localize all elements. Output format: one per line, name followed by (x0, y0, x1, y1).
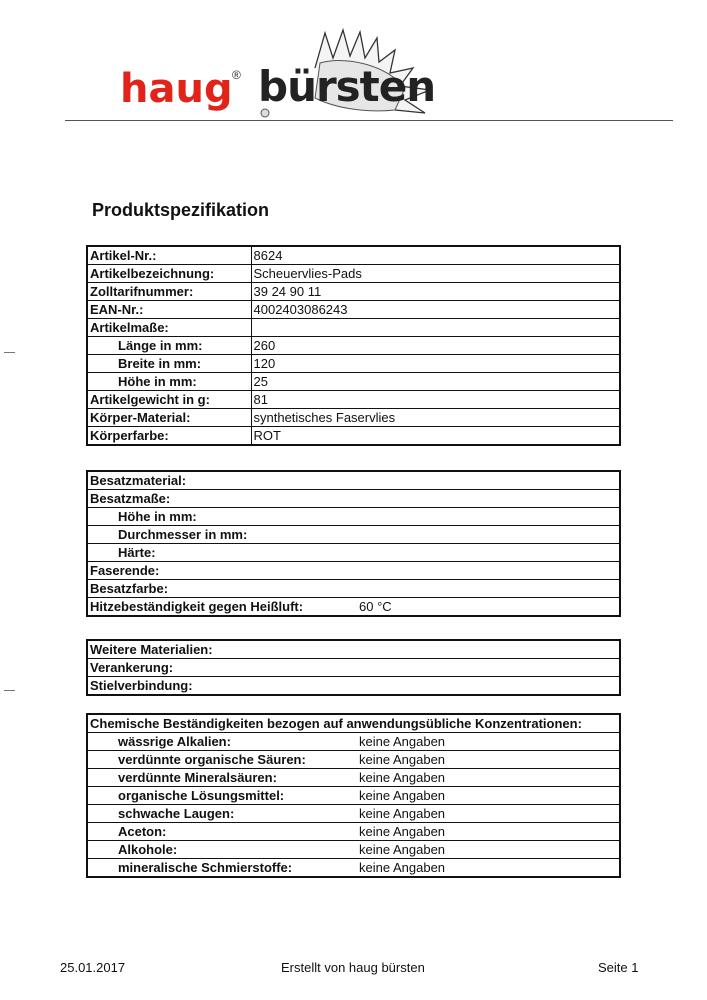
row-label: EAN-Nr.: (87, 301, 251, 319)
registered-mark: ® (232, 68, 241, 82)
row-value: 4002403086243 (251, 301, 620, 319)
header-divider (65, 120, 673, 121)
table-row (87, 823, 620, 841)
row-label: verdünnte organische Säuren: (87, 751, 357, 769)
table-row (87, 471, 620, 490)
row-value (357, 544, 620, 562)
row-label: verdünnte Mineralsäuren: (87, 769, 357, 787)
spec-table-materials (86, 639, 621, 696)
row-label: Breite in mm: (87, 355, 251, 373)
table-row (87, 580, 620, 598)
table-row (87, 659, 620, 677)
row-label: Artikelgewicht in g: (87, 391, 251, 409)
row-value: 60 °C (359, 599, 392, 614)
spec-table-trim (86, 470, 621, 617)
row-value: 39 24 90 11 (251, 283, 620, 301)
row-label: Höhe in mm: (87, 508, 357, 526)
table-row (87, 373, 620, 391)
table-row (87, 677, 620, 696)
row-label: Hitzebeständigkeit gegen Heißluft: (90, 599, 304, 614)
row-label: Verankerung: (87, 659, 620, 677)
row-label: Höhe in mm: (87, 373, 251, 391)
row-value: 260 (251, 337, 620, 355)
table-row (87, 391, 620, 409)
row-label: Artikel-Nr.: (87, 246, 251, 265)
table-row (87, 841, 620, 859)
footer-date: 25.01.2017 (60, 960, 126, 975)
punch-mark (4, 690, 15, 691)
table-row (87, 265, 620, 283)
table-row (87, 319, 620, 337)
table-row (87, 283, 620, 301)
row-label: Länge in mm: (87, 337, 251, 355)
row-label: Stielverbindung: (90, 678, 193, 693)
row-value: keine Angaben (359, 860, 446, 875)
table-row (87, 427, 620, 446)
logo-haug: haug (120, 66, 233, 112)
row-label: Zolltarifnummer: (87, 283, 251, 301)
row-value (251, 319, 620, 337)
table-row (87, 733, 620, 751)
table-row (87, 859, 620, 878)
punch-mark (4, 352, 15, 353)
row-label: Besatzfarbe: (87, 580, 357, 598)
row-label: Artikelmaße: (87, 319, 251, 337)
table-row (87, 562, 620, 580)
row-value: keine Angaben (357, 787, 620, 805)
row-label: Faserende: (87, 562, 357, 580)
row-label: Härte: (87, 544, 357, 562)
row-value: 8624 (251, 246, 620, 265)
row-label: Körper-Material: (87, 409, 251, 427)
row-label: Artikelbezeichnung: (87, 265, 251, 283)
page-title: Produktspezifikation (92, 200, 270, 220)
table-row (87, 301, 620, 319)
row-value (357, 490, 620, 508)
row-value (357, 562, 620, 580)
row-value: synthetisches Faservlies (251, 409, 620, 427)
row-value (357, 580, 620, 598)
table-row (87, 544, 620, 562)
header (0, 0, 707, 130)
table-row (87, 787, 620, 805)
row-value (357, 508, 620, 526)
row-value: keine Angaben (357, 805, 620, 823)
row-label: Besatzmaterial: (87, 471, 357, 490)
table-row (87, 598, 620, 617)
row-label: Aceton: (87, 823, 357, 841)
row-label: Alkohole: (87, 841, 357, 859)
table-row (87, 751, 620, 769)
row-value: keine Angaben (357, 751, 620, 769)
row-value: keine Angaben (357, 841, 620, 859)
table-row (87, 526, 620, 544)
section-heading: Chemische Beständigkeiten bezogen auf anwendungsübliche Konzentrationen: (87, 714, 620, 733)
row-value (357, 526, 620, 544)
row-label: mineralische Schmierstoffe: (118, 860, 293, 875)
row-value: keine Angaben (357, 823, 620, 841)
row-label: Durchmesser in mm: (87, 526, 357, 544)
row-value: 25 (251, 373, 620, 391)
row-label: wässrige Alkalien: (87, 733, 357, 751)
table-row (87, 508, 620, 526)
row-value: 81 (251, 391, 620, 409)
row-label: schwache Laugen: (87, 805, 357, 823)
table-row (87, 769, 620, 787)
table-row (87, 714, 620, 733)
row-value: keine Angaben (357, 769, 620, 787)
table-row (87, 640, 620, 659)
row-value: keine Angaben (357, 733, 620, 751)
spec-table-chemical (86, 713, 621, 878)
table-row (87, 355, 620, 373)
row-label: organische Lösungsmittel: (87, 787, 357, 805)
spec-table-article (86, 245, 621, 446)
footer-page-number: Seite 1 (598, 960, 639, 975)
table-row (87, 246, 620, 265)
table-row (87, 805, 620, 823)
row-label: Körperfarbe: (87, 427, 251, 446)
table-row (87, 490, 620, 508)
row-label: Weitere Materialien: (87, 640, 620, 659)
row-value (357, 471, 620, 490)
row-value: ROT (253, 428, 281, 443)
logo-buersten: bürsten (258, 62, 436, 111)
row-label: Besatzmaße: (87, 490, 357, 508)
row-value: 120 (251, 355, 620, 373)
table-row (87, 337, 620, 355)
footer-created-by: Erstellt von haug bürsten (281, 960, 425, 975)
row-value: Scheuervlies-Pads (251, 265, 620, 283)
table-row (87, 409, 620, 427)
